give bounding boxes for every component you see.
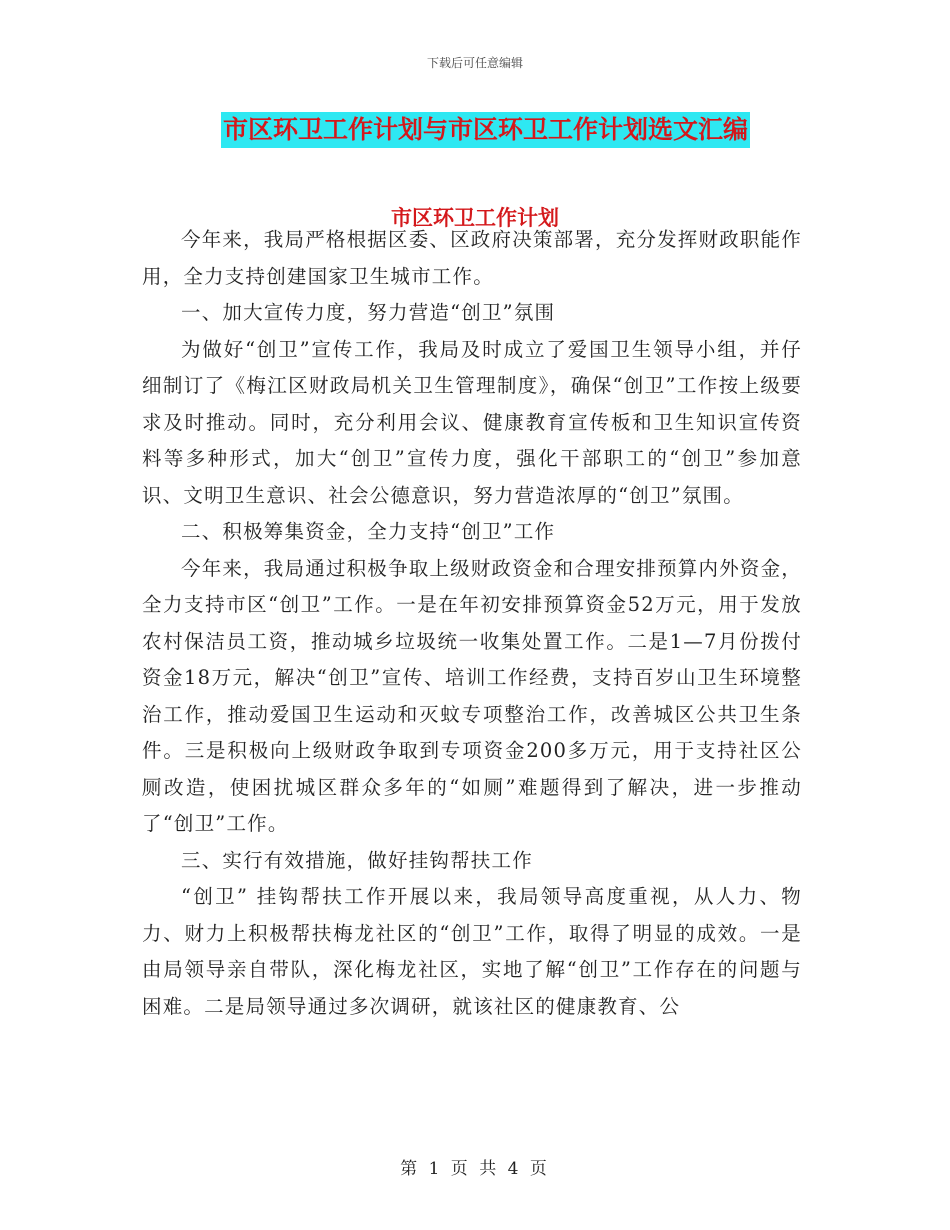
paragraph-3: “创卫” 挂钩帮扶工作开展以来，我局领导高度重视，从人力、物力、财力上积极帮扶梅龙社区的“创卫”工作，取得了明显的成效。一是由局领导亲自带队，深化梅龙社区，实地了解“创卫”工作存在的问题与困难。二是局领导通过多次调研，就该社区的健康教育、公 — [142, 885, 802, 1018]
heading-2: 二、积极筹集资金，全力支持“创卫”工作 — [181, 520, 556, 543]
document-title: 市区环卫工作计划与市区环卫工作计划选文汇编 — [221, 112, 750, 148]
page-header-note: 下载后可任意编辑 — [426, 56, 523, 70]
section-title: 市区环卫工作计划 — [391, 205, 559, 230]
paragraph-intro: 今年来，我局严格根据区委、区政府决策部署，充分发挥财政职能作用，全力支持创建国家卫生城市工作。 — [142, 228, 803, 288]
document-body — [142, 222, 802, 1025]
heading-3: 三、实行有效措施，做好挂钩帮扶工作 — [181, 848, 533, 872]
paragraph-1: 为做好“创卫”宣传工作，我局及时成立了爱国卫生领导小组，并仔细制订了《梅江区财政局机关卫生管理制度》，确保“创卫”工作按上级要求及时推动。同时，充分利用会议、健康教育宣传板和卫生知识宣传资料等多种形式，加大“创卫”宣传力度，强化干部职工的“创卫”参加意识、文明卫生意识、社会公德意识，努力营造浓厚的“创卫”氛围。 — [142, 337, 802, 507]
heading-1: 一、加大宣传力度，努力营造“创卫”氛围 — [181, 301, 556, 324]
paragraph-2: 今年来，我局通过积极争取上级财政资金和合理安排预算内外资金，全力支持市区“创卫”工作。一是在年初安排预算资金52万元，用于发放农村保洁员工资，推动城乡垃圾统一收集处置工作。二是1—7月份拨付资金18万元，解决“创卫”宣传、培训工作经费，支持百岁山卫生环境整治工作，推动爱国卫生运动和灭蚊专项整治工作，改善城区公共卫生条件。三是积极向上级财政争取到专项资金200多万元，用于支持社区公厕改造，使困扰城区群众多年的“如厕”难题得到了解决，进一步推动了“创卫”工作。 — [142, 556, 803, 835]
page-footer: 第 1 页 共 4 页 — [400, 1159, 550, 1179]
